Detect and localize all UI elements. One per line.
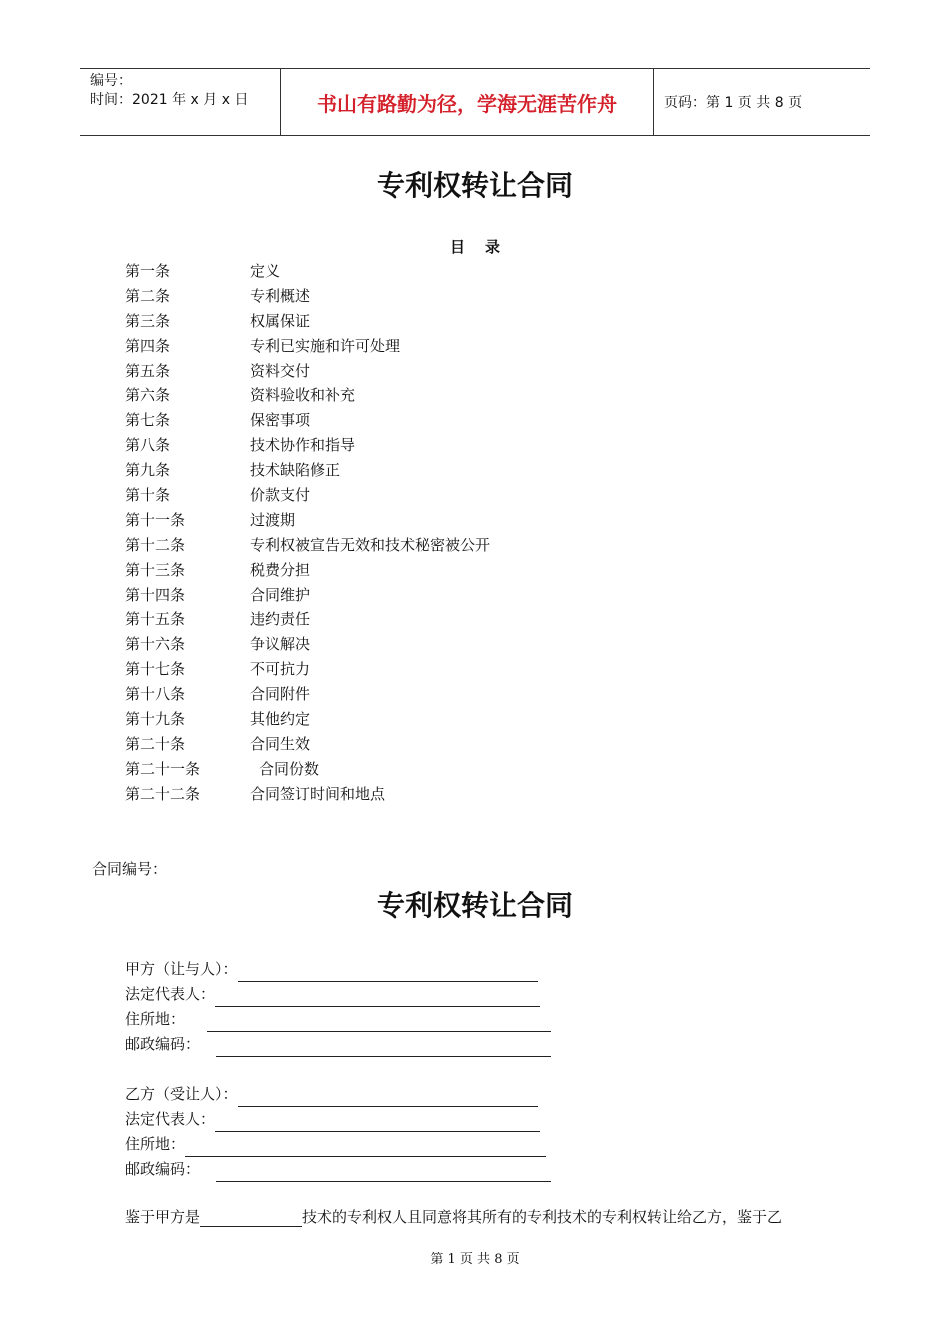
party-b-rep-label: 法定代表人： <box>125 1110 216 1128</box>
toc-item <box>125 583 490 608</box>
party-a-addr-label: 住所地： <box>125 1010 186 1028</box>
toc-item-number: 第四条 <box>125 336 171 355</box>
toc-item <box>125 383 490 408</box>
toc-item-number: 第二十条 <box>125 734 186 753</box>
intro-suffix: 技术的专利权人且同意将其所有的专利技术的专利权转让给乙方，鉴于乙 <box>302 1208 783 1226</box>
toc-item-text: 合同生效 <box>250 734 311 753</box>
party-a-zip-field[interactable] <box>216 1038 551 1057</box>
toc-item-text: 争议解决 <box>250 635 311 654</box>
header-motto: 书山有路勤为径，学海无涯苦作舟 <box>281 69 654 135</box>
toc-item-number: 第一条 <box>125 262 171 280</box>
toc-item <box>125 757 490 782</box>
party-a-block <box>125 957 551 1057</box>
toc-item-text: 合同附件 <box>250 685 311 704</box>
toc-item-number: 第六条 <box>125 386 171 405</box>
toc-item-text: 定义 <box>250 262 281 280</box>
intro-prefix: 鉴于甲方是 <box>125 1208 201 1226</box>
header-page-info: 页码：第 1 页 共 8 页 <box>664 95 803 111</box>
party-b-zip-field[interactable] <box>216 1163 551 1182</box>
header-meta <box>80 69 281 135</box>
contract-title: 专利权转让合同 <box>376 889 573 922</box>
toc-item-text: 价款支付 <box>250 486 311 505</box>
toc-item-number: 第十条 <box>125 486 171 505</box>
toc-item-text: 专利权被宣告无效和技术秘密被公开 <box>250 535 491 554</box>
party-a-name-label: 甲方（让与人）： <box>125 960 238 978</box>
toc-item <box>125 284 490 309</box>
party-b-addr-field[interactable] <box>185 1138 546 1157</box>
toc-item-number: 第十六条 <box>125 635 186 654</box>
toc-item-number: 第九条 <box>125 461 171 480</box>
toc-item <box>125 334 490 359</box>
page-footer: 第 1 页 共 8 页 <box>430 1252 520 1267</box>
party-b-block <box>125 1082 551 1182</box>
party-a-zip-label: 邮政编码： <box>125 1035 201 1053</box>
toc-heading: 目录 <box>449 238 520 256</box>
toc-item-number: 第十二条 <box>125 535 186 554</box>
party-b-name-field[interactable] <box>238 1088 538 1107</box>
toc-item <box>125 558 490 583</box>
toc-item-number: 第八条 <box>125 436 171 455</box>
toc-item-number: 第十五条 <box>125 610 186 629</box>
toc-item-text: 合同份数 <box>259 759 320 778</box>
toc-item-text: 专利已实施和许可处理 <box>250 336 401 355</box>
toc-item-number: 第十八条 <box>125 685 186 704</box>
toc-item-number: 第十三条 <box>125 560 186 579</box>
toc-item-text: 不可抗力 <box>250 660 311 679</box>
toc-item-number: 第三条 <box>125 311 171 330</box>
toc-item <box>125 682 490 707</box>
toc-item <box>125 458 490 483</box>
toc-item <box>125 657 490 682</box>
toc-item-number: 第十九条 <box>125 710 186 729</box>
toc-item-number: 第七条 <box>125 411 171 430</box>
toc-item <box>125 483 490 508</box>
toc-item-number: 第十四条 <box>125 585 186 604</box>
toc-item <box>125 607 490 632</box>
party-a-rep-field[interactable] <box>215 988 540 1007</box>
toc-item <box>125 408 490 433</box>
toc-item-text: 其他约定 <box>250 710 311 729</box>
intro-paragraph <box>125 1206 782 1227</box>
toc-item <box>125 433 490 458</box>
party-a-rep-label: 法定代表人： <box>125 985 216 1003</box>
toc-item-text: 合同维护 <box>250 585 311 604</box>
toc-item-number: 第二条 <box>125 286 171 305</box>
time-label: 时间：2021 年 x 月 x 日 <box>90 92 249 108</box>
toc-item-number: 第五条 <box>125 361 171 380</box>
toc-item <box>125 508 490 533</box>
toc-item-text: 专利概述 <box>250 286 311 305</box>
party-a-name-field[interactable] <box>238 963 538 982</box>
toc-item <box>125 259 490 284</box>
toc-item-number: 第十七条 <box>125 660 186 679</box>
toc-item-text: 合同签订时间和地点 <box>250 784 386 803</box>
toc-item-text: 保密事项 <box>250 411 311 430</box>
toc-item-number: 第二十一条 <box>125 759 201 778</box>
toc-item <box>125 732 490 757</box>
intro-tech-field[interactable] <box>200 1208 302 1227</box>
page-header <box>80 68 870 136</box>
toc-item <box>125 632 490 657</box>
table-of-contents <box>125 259 490 807</box>
toc-item-text: 技术协作和指导 <box>250 436 356 455</box>
toc-item <box>125 782 490 807</box>
toc-item-number: 第二十二条 <box>125 784 201 803</box>
party-b-addr-label: 住所地： <box>125 1135 186 1153</box>
party-b-rep-field[interactable] <box>215 1113 540 1132</box>
toc-item-number: 第十一条 <box>125 510 186 529</box>
toc-item <box>125 309 490 334</box>
document-title: 专利权转让合同 <box>376 169 573 202</box>
party-a-addr-field[interactable] <box>207 1013 551 1032</box>
toc-item <box>125 707 490 732</box>
toc-item-text: 税费分担 <box>250 560 311 579</box>
party-b-zip-label: 邮政编码： <box>125 1160 201 1178</box>
toc-item-text: 资料验收和补充 <box>250 386 356 405</box>
toc-item-text: 权属保证 <box>250 311 311 330</box>
number-label: 编号： <box>90 73 132 89</box>
party-b-name-label: 乙方（受让人）： <box>125 1085 238 1103</box>
toc-item-text: 资料交付 <box>250 361 311 380</box>
toc-item-text: 技术缺陷修正 <box>250 461 341 480</box>
toc-item <box>125 359 490 384</box>
toc-item-text: 过渡期 <box>250 510 296 529</box>
contract-number-label: 合同编号： <box>92 860 168 878</box>
toc-item <box>125 533 490 558</box>
toc-item-text: 违约责任 <box>250 610 311 629</box>
